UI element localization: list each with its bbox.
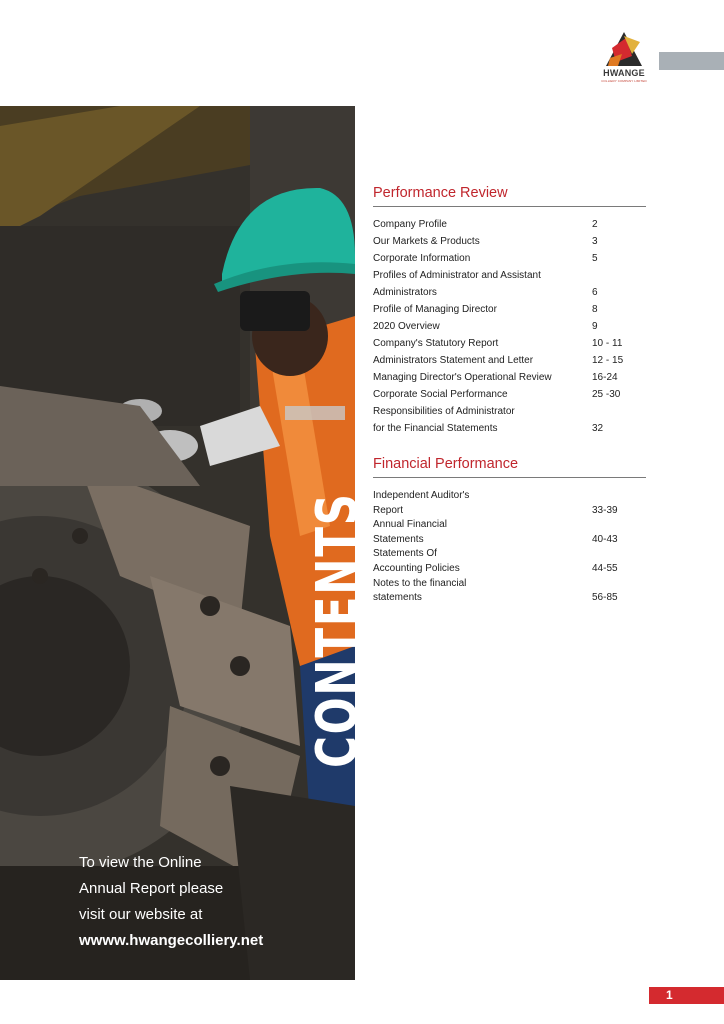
toc-item[interactable]	[373, 591, 646, 606]
toc-item[interactable]	[373, 403, 646, 420]
toc-item[interactable]	[373, 301, 646, 318]
toc-item[interactable]	[373, 233, 646, 250]
toc-item[interactable]	[373, 386, 646, 403]
miner-photo-illustration	[0, 106, 355, 980]
toc-item[interactable]	[373, 216, 646, 233]
toc-item-label: Profiles of Administrator and Assistant	[373, 270, 541, 281]
toc-item-label: Statements	[373, 533, 424, 545]
toc-item-label: Corporate Information	[373, 253, 471, 264]
toc-item-page: 56-85	[592, 592, 618, 604]
toc-item-page: 44-55	[592, 562, 618, 574]
toc-item[interactable]	[373, 267, 646, 284]
contents-heading: CONTENTS	[305, 492, 370, 768]
toc-item-page: 33-39	[592, 504, 618, 516]
toc-item-label: Our Markets & Products	[373, 236, 480, 247]
toc-item-page: 3	[592, 236, 598, 247]
toc-item-label: Profile of Managing Director	[373, 304, 497, 315]
toc-item[interactable]	[373, 250, 646, 267]
online-note-line-2: Annual Report please	[79, 880, 224, 897]
toc-item[interactable]	[373, 518, 646, 533]
page-number: 1	[649, 987, 724, 1004]
toc-item-page: 9	[592, 321, 598, 332]
toc-item[interactable]	[373, 420, 646, 437]
online-note-line-3: visit our website at	[79, 906, 203, 923]
online-report-note	[79, 850, 339, 954]
toc-item-label: Notes to the financial	[373, 577, 467, 589]
logo-name: HWANGE	[603, 68, 645, 78]
financial-performance-title: Financial Performance	[373, 456, 519, 472]
toc-item-page: 16-24	[592, 372, 618, 383]
logo-subtitle: COLLIERY COMPANY LIMITED	[601, 79, 647, 83]
toc-item-page: 6	[592, 287, 598, 298]
toc-item[interactable]	[373, 533, 646, 548]
toc-item-page: 10 - 11	[592, 338, 623, 349]
online-note-line-1: To view the Online	[79, 854, 202, 871]
toc-item[interactable]	[373, 369, 646, 386]
toc-item-label: Managing Director's Operational Review	[373, 372, 552, 383]
toc-item-page: 32	[592, 423, 604, 434]
company-logo	[596, 28, 652, 86]
toc-item-label: 2020 Overview	[373, 321, 440, 332]
toc-item-label: Report	[373, 504, 404, 516]
toc-item-page: 40-43	[592, 533, 618, 545]
toc-item[interactable]	[373, 562, 646, 577]
toc-item-label: Company Profile	[373, 219, 447, 230]
performance-review-list	[373, 216, 646, 437]
toc-item-label: Accounting Policies	[373, 562, 460, 574]
toc-item-label: Responsibilities of Administrator	[373, 406, 515, 417]
toc-item-label: Corporate Social Performance	[373, 389, 508, 400]
toc-item-page: 5	[592, 253, 598, 264]
toc-item-label: Administrators	[373, 287, 437, 298]
toc-item[interactable]	[373, 284, 646, 301]
toc-item-page: 8	[592, 304, 598, 315]
cover-photo	[0, 106, 370, 980]
performance-review-title: Performance Review	[373, 185, 508, 201]
toc-item-label: Administrators Statement and Letter	[373, 355, 534, 366]
toc-item[interactable]	[373, 318, 646, 335]
toc-item[interactable]	[373, 577, 646, 592]
financial-performance-list	[373, 489, 646, 606]
toc-item-label: statements	[373, 592, 422, 604]
performance-review-rule	[373, 206, 646, 207]
toc-item-label: Statements Of	[373, 548, 437, 560]
toc-item[interactable]	[373, 547, 646, 562]
logo-mark-icon	[602, 28, 646, 68]
toc-item-label: Annual Financial	[373, 519, 447, 531]
toc-item-label: for the Financial Statements	[373, 423, 498, 434]
financial-performance-rule	[373, 477, 646, 478]
toc-item-label: Company's Statutory Report	[373, 338, 499, 349]
toc-item[interactable]	[373, 489, 646, 504]
toc-item-page: 2	[592, 219, 598, 230]
toc-item[interactable]	[373, 335, 646, 352]
toc-item[interactable]	[373, 504, 646, 519]
toc-item[interactable]	[373, 352, 646, 369]
toc-item-page: 25 -30	[592, 389, 621, 400]
header-tab-decoration	[659, 52, 724, 70]
toc-item-page: 12 - 15	[592, 355, 624, 366]
website-link[interactable]: wwww.hwangecolliery.net	[79, 932, 264, 949]
toc-item-label: Independent Auditor's	[373, 490, 470, 501]
